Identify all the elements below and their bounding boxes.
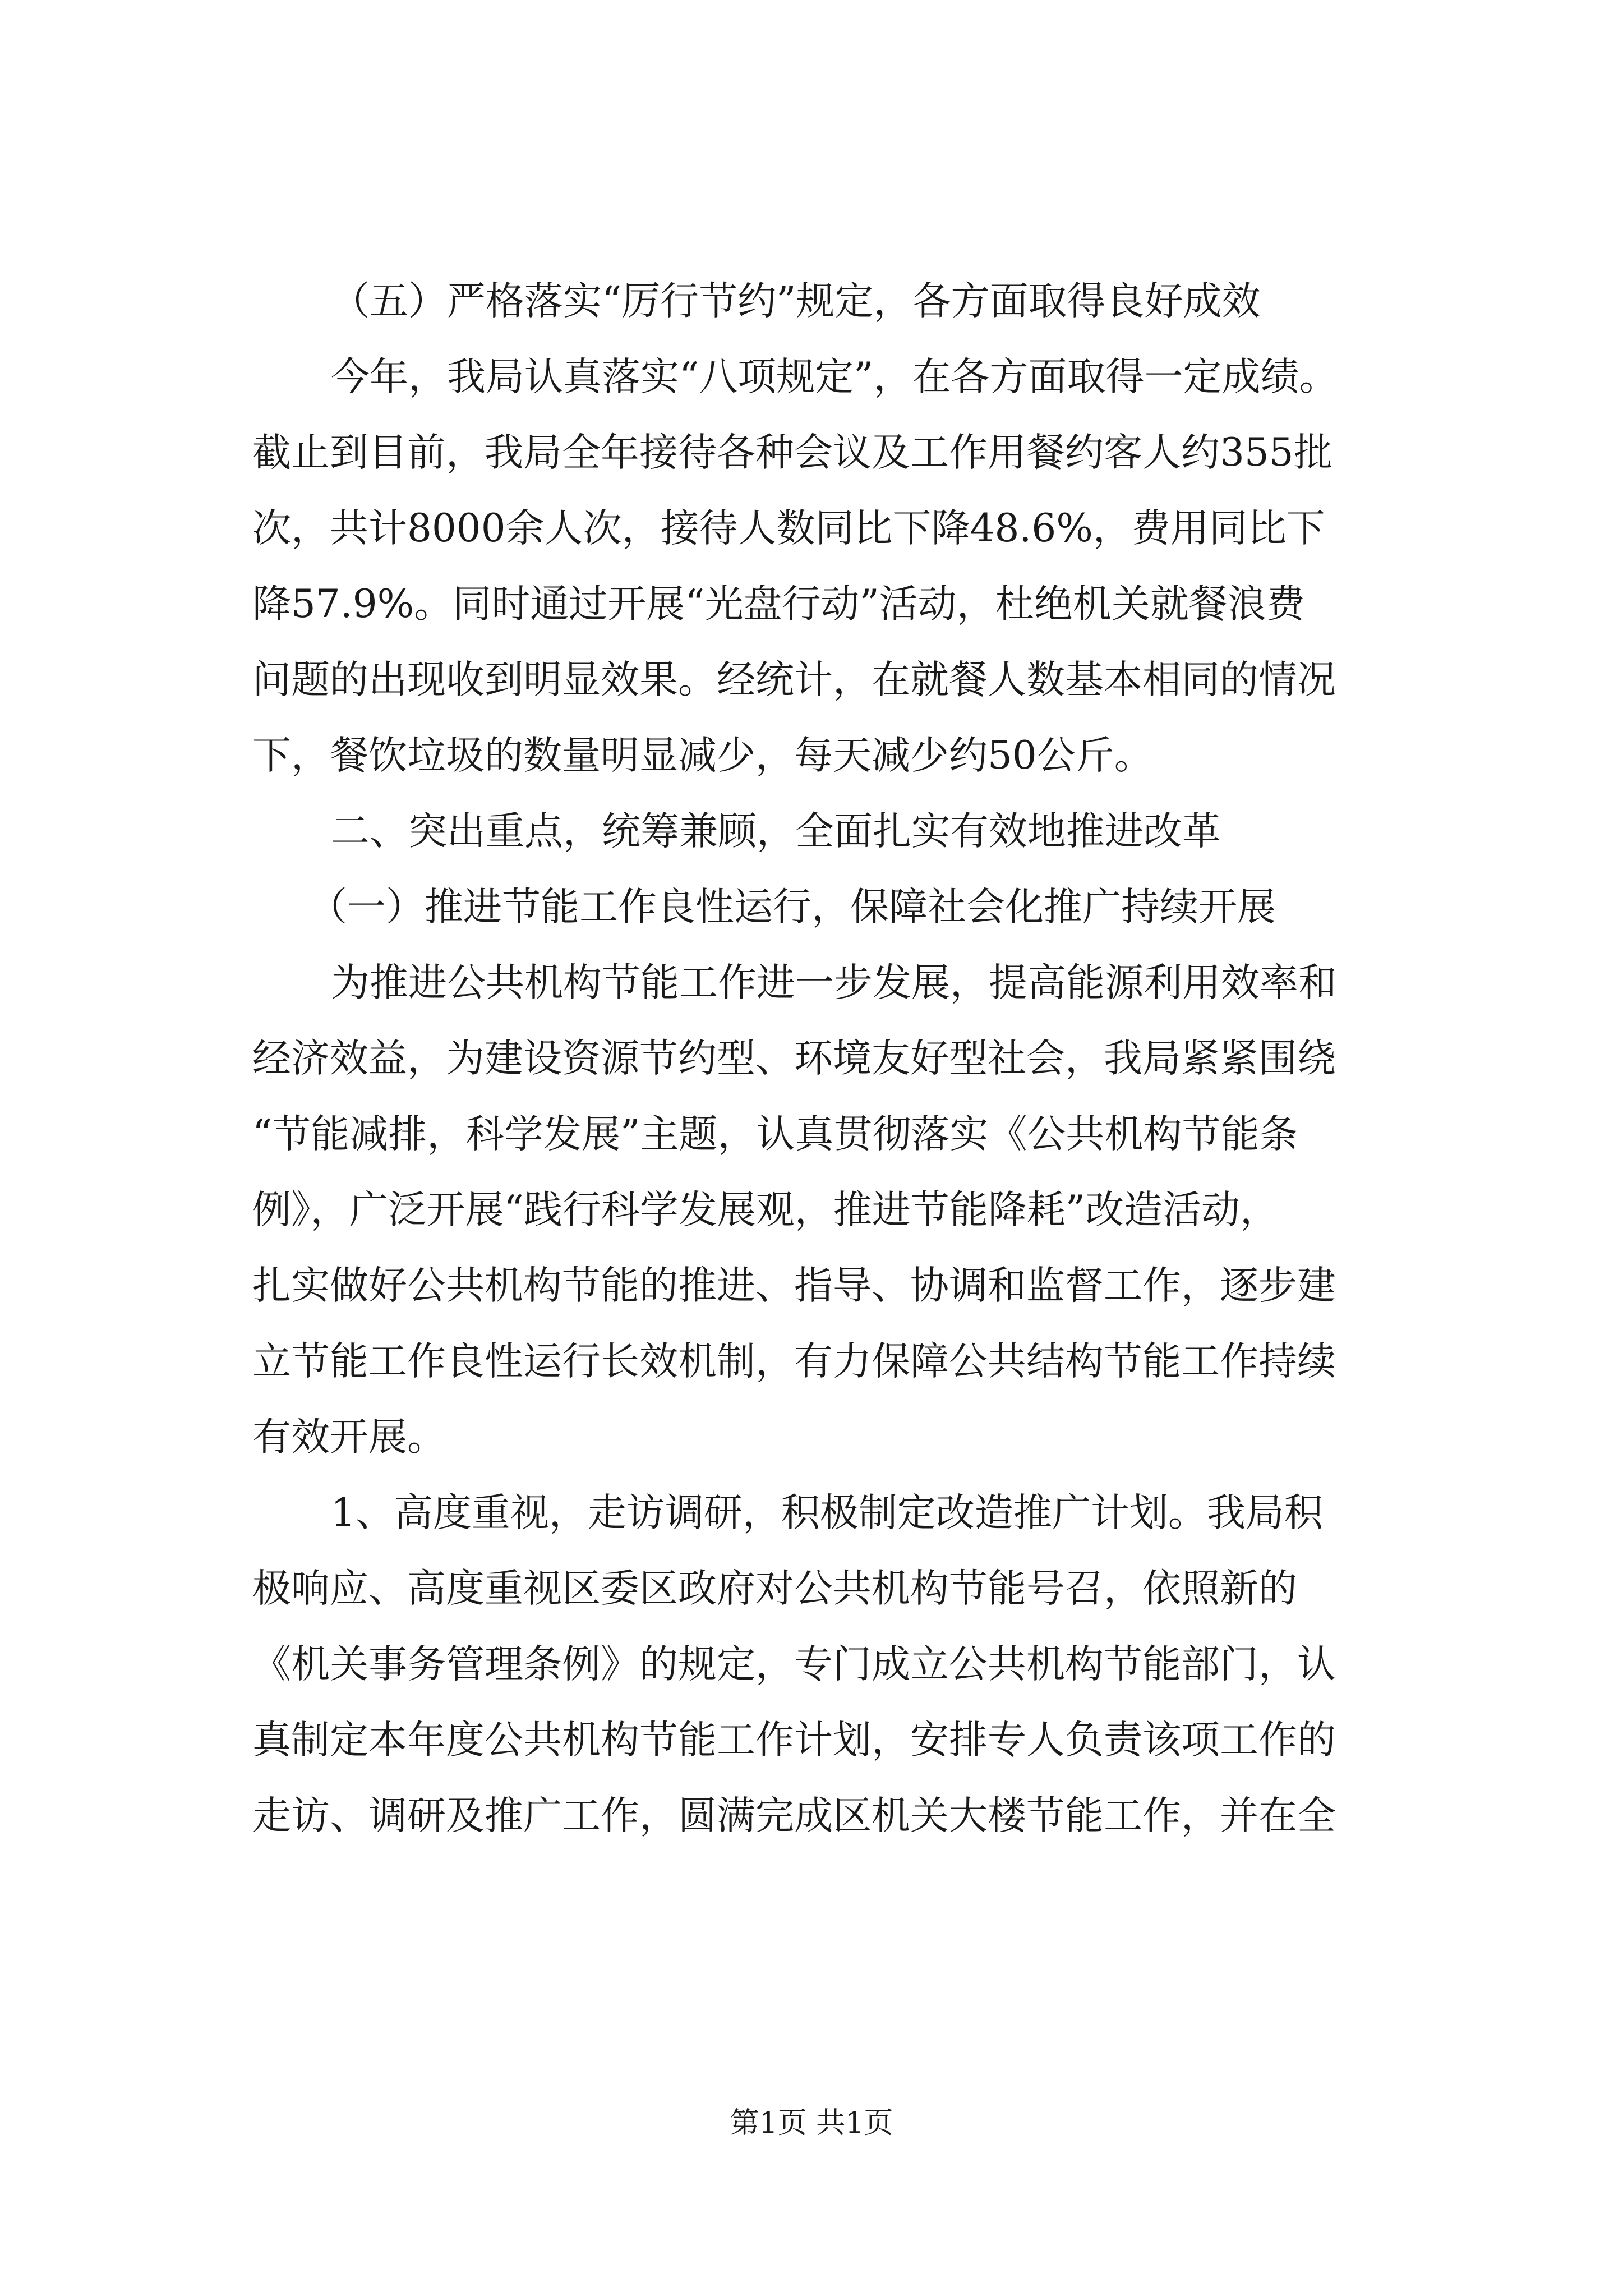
paragraph-line: 真制定本年度公共机构节能工作计划，安排专人负责该项工作的 [252, 1718, 1336, 1763]
paragraph-line: 有效开展。 [252, 1415, 446, 1460]
paragraph-line: 扎实做好公共机构节能的推进、指导、协调和监督工作，逐步建 [252, 1263, 1336, 1308]
paragraph-line: 截止到目前，我局全年接待各种会议及工作用餐约客人约355批 [252, 430, 1332, 475]
paragraph-line: 极响应、高度重视区委区政府对公共机构节能号召，依照新的 [252, 1566, 1297, 1611]
paragraph-line: 今年，我局认真落实“八项规定”，在各方面取得一定成绩。 [331, 355, 1338, 399]
paragraph-line: “节能减排，科学发展”主题，认真贯彻落实《公共机构节能条 [252, 1112, 1298, 1157]
paragraph-line: 走访、调研及推广工作，圆满完成区机关大楼节能工作，并在全 [252, 1793, 1336, 1838]
paragraph-line: 下，餐饮垃圾的数量明显减少，每天减少约50公斤。 [252, 733, 1153, 778]
paragraph-line: 为推进公共机构节能工作进一步发展，提高能源利用效率和 [331, 960, 1337, 1005]
paragraph-line: 次，共计8000余人次，接待人数同比下降48.6%，费用同比下 [252, 506, 1325, 551]
page-number-footer: 第1页 共1页 [730, 2106, 893, 2140]
paragraph-line: 问题的出现收到明显效果。经统计，在就餐人数基本相同的情况 [252, 657, 1336, 702]
paragraph-line: 降57.9%。同时通过开展“光盘行动”活动，杜绝机关就餐浪费 [252, 582, 1305, 627]
paragraph-line: 例》，广泛开展“践行科学发展观，推进节能降耗”改造活动， [252, 1188, 1279, 1232]
section-heading-2: 二、突出重点，统筹兼顾，全面扎实有效地推进改革 [331, 809, 1221, 854]
subsection-heading-1: （一）推进节能工作良性运行，保障社会化推广持续开展 [308, 885, 1276, 930]
paragraph-line: 1、高度重视，走访调研，积极制定改造推广计划。我局积 [331, 1490, 1323, 1535]
document-body [252, 264, 1417, 1854]
paragraph-line: 《机关事务管理条例》的规定，专门成立公共机构节能部门，认 [252, 1642, 1336, 1687]
section-heading-5: （五）严格落实“厉行节约”规定，各方面取得良好成效 [331, 279, 1261, 324]
paragraph-line: 立节能工作良性运行长效机制，有力保障公共结构节能工作持续 [252, 1339, 1336, 1384]
paragraph-line: 经济效益，为建设资源节约型、环境友好型社会，我局紧紧围绕 [252, 1036, 1336, 1081]
